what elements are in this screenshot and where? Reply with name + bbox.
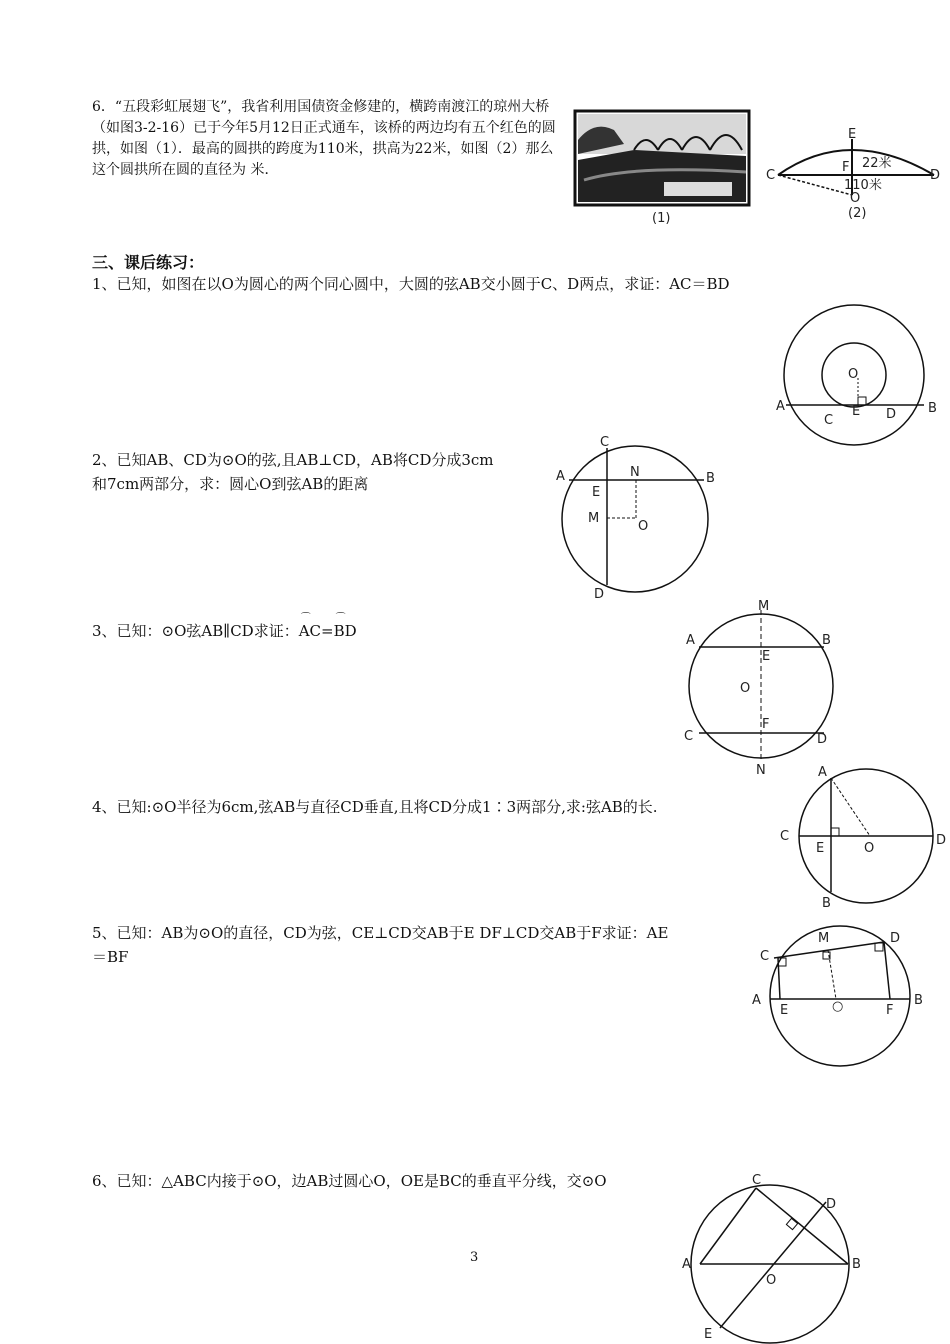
exercise-2-line2: 和7cm两部分，求：圆心O到弦AB的距离 [92,475,369,493]
e6-label-O: O [766,1273,777,1288]
e5-label-O: ○ [832,999,844,1014]
e5-label-C: C [760,949,770,964]
e1-label-D: D [886,407,897,422]
fig1-caption: (1) [652,211,671,226]
bridge-photo-figure [574,110,750,230]
e4-label-A: A [818,765,827,780]
fig2-label-E: E [848,127,857,142]
fig2-span-label: 110米 [844,178,882,193]
page-number: 3 [470,1250,479,1265]
exercise-3-equals: = [321,622,334,640]
e4-label-E: E [816,841,825,856]
e2-label-N: N [630,465,640,480]
e5-label-A: A [752,993,761,1008]
e6-label-B: B [852,1257,861,1272]
e2-label-E: E [592,485,601,500]
e6-label-D: D [826,1197,837,1212]
e1-label-B: B [928,401,937,416]
e3-label-N: N [756,763,766,778]
exercise-5-line2: ＝BF [92,948,129,966]
e5-label-D: D [890,931,901,946]
exercise-5-line1: 5、已知：AB为⊙O的直径，CD为弦，CE⊥CD交AB于E DF⊥CD交AB于F求证：AE [92,924,669,942]
e6-label-A: A [682,1257,691,1272]
e3-label-F: F [762,717,770,732]
e2-label-D: D [594,587,605,602]
e3-label-D: D [817,732,828,747]
e4-label-B: B [822,896,831,911]
exercise-3-figure [680,596,850,776]
e3-label-C: C [684,729,694,744]
exercise-1-figure [770,300,945,445]
e5-label-B: B [914,993,923,1008]
e3-label-B: B [822,633,831,648]
exercise-2-line1: 2、已知AB、CD为⊙O的弦,且AB⊥CD，AB将CD分成3cm [92,451,494,469]
fig2-label-F: F [842,160,850,175]
e2-label-M: M [588,511,600,526]
e4-label-O: O [864,841,875,856]
e3-label-E: E [762,649,771,664]
exercise-6-text: 6、已知：△ABC内接于⊙O，边AB过圆心O，OE是BC的垂直平分线，交⊙O [92,1172,607,1190]
e6-label-C: C [752,1173,762,1188]
fig2-label-O: O [850,191,861,206]
q6-text: 6．“五段彩虹展翅飞”，我省利用国债资金修建的，横跨南渡江的琼州大桥（如图3-2-16）已于今年5月12日正式通车，该桥的两边均有五个红色的圆拱，如图（1）．最高的圆拱的跨度为110米，拱高为22米，如图（2）那么这个圆拱所在圆的直径为 米． [92,99,556,178]
exercise-5-figure [748,924,938,1069]
arc-BD: ⌒ BD [334,620,357,642]
e1-label-E: E [852,404,861,419]
e5-label-M: M [818,931,830,946]
e2-label-O: O [638,519,649,534]
e3-label-M: M [758,599,770,614]
exercise-4-text: 4、已知:⊙O半径为6cm,弦AB与直径CD垂直,且将CD分成1∶3两部分,求:弦AB的长. [92,798,658,816]
e1-label-A: A [776,399,785,414]
exercise-3-prefix: 3、已知：⊙O弦AB∥CD求证： [92,622,299,640]
fig2-label-D: D [930,168,941,183]
e4-label-D: D [936,833,947,848]
section-title: 三、课后练习： [92,253,205,272]
e2-label-A: A [556,469,565,484]
e5-label-F: F [886,1003,894,1018]
e1-label-C: C [824,413,834,428]
exercise-4-figure [776,764,948,914]
e3-label-A: A [686,633,695,648]
e4-label-C: C [780,829,790,844]
e2-label-C: C [600,435,610,450]
fig2-caption: (2) [848,206,867,221]
exercise-6-figure [678,1168,868,1344]
arch-diagram-figure [764,125,944,225]
fig2-label-C: C [766,168,776,183]
e5-label-E: E [780,1003,789,1018]
e2-label-B: B [706,471,715,486]
e1-label-O: O [848,367,859,382]
exercise-1-text: 1、已知，如图在以O为圆心的两个同心圆中，大圆的弦AB交小圆于C、D两点，求证：AC＝BD [92,275,730,293]
exercise-3-text [92,620,357,642]
e6-label-E: E [704,1327,713,1342]
e3-label-O: O [740,681,751,696]
fig2-height-label: 22米 [862,156,892,171]
exercise-2-figure [552,432,722,604]
arc-AC: ⌒ AC [299,620,321,642]
